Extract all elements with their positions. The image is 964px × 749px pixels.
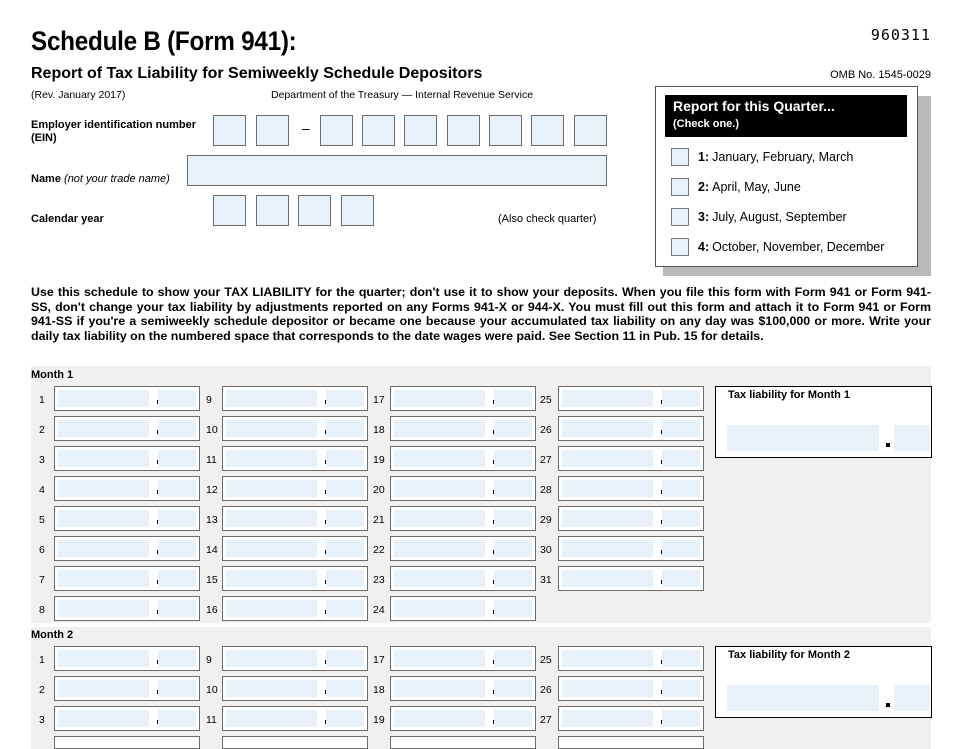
dollars-input[interactable] [226, 480, 317, 497]
month-2-total-cents-input[interactable] [894, 685, 930, 711]
cents-input[interactable] [326, 450, 364, 467]
ein-digit-7[interactable] [489, 115, 522, 146]
dollars-input[interactable] [226, 390, 317, 407]
day-liability-field[interactable] [222, 536, 368, 561]
month-1-total: Tax liability for Month 1 [715, 386, 932, 458]
ein-digit-9[interactable] [574, 115, 607, 146]
day-liability-field[interactable] [390, 446, 536, 471]
dollars-input[interactable] [562, 480, 653, 497]
day-number: 9 [206, 654, 212, 666]
month-1-total-dollars-input[interactable] [727, 425, 879, 451]
day-liability-field[interactable] [222, 506, 368, 531]
day-number: 8 [39, 604, 45, 616]
day-liability-field[interactable] [390, 476, 536, 501]
cents-input[interactable] [494, 390, 532, 407]
quarter-3-checkbox[interactable] [671, 208, 689, 226]
year-digit-4[interactable] [341, 195, 374, 226]
ein-digit-1[interactable] [213, 115, 246, 146]
dollars-input[interactable] [394, 710, 485, 727]
instructions-paragraph: Use this schedule to show your TAX LIABILITY for the quarter; don't use it to show your deposits. When you file this form with Form 941 or Form 941-SS, don't change your tax liability by adjustments reported on any Forms 941-X or 944-X. You must fill out this form and attach it to Form 941 or Form 941-SS if you're a semiweekly schedule depositor or became one because your accumulated tax liability on any day was $100,000 or more. Write your daily tax liability on the numbered space that corresponds to the date wages were paid. See Section 11 in Pub. 15 for details. [31, 285, 931, 343]
day-liability-field[interactable] [54, 446, 200, 471]
day-number: 11 [206, 454, 217, 466]
day-liability-field[interactable] [390, 706, 536, 731]
decimal-point [886, 443, 890, 447]
dollars-input[interactable] [394, 600, 485, 617]
day-liability-field[interactable] [390, 596, 536, 621]
cents-input[interactable] [662, 420, 700, 437]
dollars-input[interactable] [58, 650, 149, 667]
day-liability-field[interactable] [558, 736, 704, 749]
also-check-quarter-note: (Also check quarter) [498, 213, 597, 225]
day-liability-field[interactable] [390, 536, 536, 561]
day-liability-field[interactable] [390, 416, 536, 441]
day-liability-field[interactable] [222, 566, 368, 591]
day-number: 1 [39, 654, 45, 666]
day-liability-field[interactable] [222, 416, 368, 441]
ein-digit-6[interactable] [447, 115, 480, 146]
day-number: 16 [206, 604, 218, 616]
decimal-point [886, 703, 890, 707]
cents-input[interactable] [494, 540, 532, 557]
month-1-total-cents-input[interactable] [894, 425, 930, 451]
cents-input[interactable] [326, 650, 364, 667]
dollars-input[interactable] [394, 390, 485, 407]
quarter-option-4[interactable]: 4: October, November, December [671, 238, 884, 256]
name-input[interactable] [187, 155, 607, 186]
day-number: 18 [373, 424, 385, 436]
ein-digit-2[interactable] [256, 115, 289, 146]
dollars-input[interactable] [394, 450, 485, 467]
cents-input[interactable] [494, 510, 532, 527]
day-liability-field[interactable] [54, 596, 200, 621]
day-liability-field[interactable] [222, 706, 368, 731]
day-number: 12 [206, 484, 218, 496]
dollars-input[interactable] [226, 680, 317, 697]
day-liability-field[interactable] [222, 446, 368, 471]
dollars-input[interactable] [562, 390, 653, 407]
day-number: 20 [373, 484, 385, 496]
day-liability-field[interactable] [558, 386, 704, 411]
dollars-input[interactable] [562, 680, 653, 697]
dollars-input[interactable] [562, 650, 653, 667]
day-number: 19 [373, 454, 385, 466]
day-number: 30 [540, 544, 552, 556]
day-number: 29 [540, 514, 552, 526]
dollars-input[interactable] [58, 510, 149, 527]
quarter-1-checkbox[interactable] [671, 148, 689, 166]
day-liability-field[interactable] [390, 646, 536, 671]
dollars-input[interactable] [58, 600, 149, 617]
day-number: 19 [373, 714, 385, 726]
day-liability-field[interactable] [54, 706, 200, 731]
day-number: 14 [206, 544, 218, 556]
day-liability-field[interactable] [54, 536, 200, 561]
dollars-input[interactable] [226, 540, 317, 557]
ein-digit-5[interactable] [404, 115, 437, 146]
dollars-input[interactable] [394, 510, 485, 527]
cents-input[interactable] [158, 600, 196, 617]
cents-input[interactable] [662, 650, 700, 667]
day-liability-field[interactable] [390, 676, 536, 701]
day-liability-field[interactable] [222, 736, 368, 749]
dollars-input[interactable] [562, 540, 653, 557]
dollars-input[interactable] [394, 540, 485, 557]
day-number: 9 [206, 394, 212, 406]
ein-separator: – [302, 120, 310, 136]
day-number: 10 [206, 424, 218, 436]
day-number: 21 [373, 514, 385, 526]
day-number: 1 [39, 394, 45, 406]
cents-input[interactable] [158, 710, 196, 727]
ein-label: Employer identification number (EIN) [31, 119, 197, 144]
quarter-option-3[interactable]: 3: July, August, September [671, 208, 847, 226]
cents-input[interactable] [662, 480, 700, 497]
day-liability-field[interactable] [222, 596, 368, 621]
dollars-input[interactable] [58, 480, 149, 497]
day-number: 11 [206, 714, 217, 726]
day-number: 17 [373, 394, 385, 406]
dollars-input[interactable] [226, 650, 317, 667]
quarter-2-checkbox[interactable] [671, 178, 689, 196]
day-number: 15 [206, 574, 218, 586]
day-number: 25 [540, 394, 552, 406]
dollars-input[interactable] [58, 390, 149, 407]
dollars-input[interactable] [58, 540, 149, 557]
cents-input[interactable] [158, 450, 196, 467]
day-number: 23 [373, 574, 385, 586]
day-liability-field[interactable] [558, 506, 704, 531]
dollars-input[interactable] [394, 420, 485, 437]
day-liability-field[interactable] [558, 446, 704, 471]
day-liability-field[interactable] [558, 536, 704, 561]
cents-input[interactable] [158, 650, 196, 667]
ein-digit-3[interactable] [320, 115, 353, 146]
day-liability-field[interactable] [222, 476, 368, 501]
day-liability-field[interactable] [558, 646, 704, 671]
day-number: 2 [39, 424, 45, 436]
cents-input[interactable] [494, 450, 532, 467]
day-number: 18 [373, 684, 385, 696]
form-title: Schedule B (Form 941): [31, 26, 297, 56]
dollars-input[interactable] [58, 420, 149, 437]
cents-input[interactable] [662, 710, 700, 727]
cents-input[interactable] [662, 510, 700, 527]
dollars-input[interactable] [58, 680, 149, 697]
cents-input[interactable] [494, 480, 532, 497]
day-liability-field[interactable] [222, 386, 368, 411]
day-liability-field[interactable] [222, 676, 368, 701]
dollars-input[interactable] [226, 420, 317, 437]
day-number: 25 [540, 654, 552, 666]
day-liability-field[interactable] [54, 646, 200, 671]
day-number: 5 [39, 514, 45, 526]
cents-input[interactable] [494, 600, 532, 617]
revision-date: (Rev. January 2017) [31, 89, 126, 101]
month-2-total-dollars-input[interactable] [727, 685, 879, 711]
dollars-input[interactable] [58, 570, 149, 587]
dollars-input[interactable] [226, 450, 317, 467]
cents-input[interactable] [494, 680, 532, 697]
day-number: 27 [540, 714, 552, 726]
day-liability-field[interactable] [390, 736, 536, 749]
day-liability-field[interactable] [54, 676, 200, 701]
day-number: 3 [39, 454, 45, 466]
dollars-input[interactable] [226, 510, 317, 527]
day-liability-field[interactable] [54, 506, 200, 531]
cents-input[interactable] [662, 450, 700, 467]
cents-input[interactable] [326, 570, 364, 587]
day-liability-field[interactable] [54, 386, 200, 411]
day-liability-field[interactable] [54, 736, 200, 749]
day-number: 2 [39, 684, 45, 696]
dollars-input[interactable] [58, 710, 149, 727]
calendar-year-label: Calendar year [31, 213, 104, 225]
day-liability-field[interactable] [390, 506, 536, 531]
ein-digit-8[interactable] [531, 115, 564, 146]
ein-digit-4[interactable] [362, 115, 395, 146]
cents-input[interactable] [158, 480, 196, 497]
day-liability-field[interactable] [54, 566, 200, 591]
day-liability-field[interactable] [390, 566, 536, 591]
cents-input[interactable] [326, 480, 364, 497]
day-liability-field[interactable] [558, 476, 704, 501]
cents-input[interactable] [494, 650, 532, 667]
year-digit-1[interactable] [213, 195, 246, 226]
day-liability-field[interactable] [54, 416, 200, 441]
month-2-total: Tax liability for Month 2 [715, 646, 932, 718]
day-number: 22 [373, 544, 385, 556]
cents-input[interactable] [662, 680, 700, 697]
day-number: 27 [540, 454, 552, 466]
cents-input[interactable] [158, 420, 196, 437]
cents-input[interactable] [158, 510, 196, 527]
cents-input[interactable] [662, 570, 700, 587]
year-digit-3[interactable] [298, 195, 331, 226]
cents-input[interactable] [158, 540, 196, 557]
dollars-input[interactable] [394, 480, 485, 497]
year-digit-2[interactable] [256, 195, 289, 226]
cents-input[interactable] [326, 390, 364, 407]
day-liability-field[interactable] [558, 676, 704, 701]
dollars-input[interactable] [562, 510, 653, 527]
day-number: 10 [206, 684, 218, 696]
day-liability-field[interactable] [558, 416, 704, 441]
cents-input[interactable] [158, 570, 196, 587]
cents-input[interactable] [662, 540, 700, 557]
day-number: 24 [373, 604, 385, 616]
day-number: 6 [39, 544, 45, 556]
day-liability-field[interactable] [222, 646, 368, 671]
cents-input[interactable] [326, 420, 364, 437]
day-number: 13 [206, 514, 218, 526]
day-number: 26 [540, 424, 552, 436]
day-number: 26 [540, 684, 552, 696]
cents-input[interactable] [326, 510, 364, 527]
omb-number: OMB No. 1545-0029 [830, 69, 931, 81]
cents-input[interactable] [494, 710, 532, 727]
cents-input[interactable] [326, 710, 364, 727]
day-number: 28 [540, 484, 552, 496]
cents-input[interactable] [326, 600, 364, 617]
dollars-input[interactable] [394, 680, 485, 697]
day-number: 7 [39, 574, 45, 586]
quarter-header: Report for this Quarter... (Check one.) [665, 95, 907, 137]
form-subtitle: Report of Tax Liability for Semiweekly Schedule Depositors [31, 65, 483, 82]
dollars-input[interactable] [562, 450, 653, 467]
cents-input[interactable] [326, 680, 364, 697]
day-number: 3 [39, 714, 45, 726]
day-liability-field[interactable] [54, 476, 200, 501]
dollars-input[interactable] [58, 450, 149, 467]
cents-input[interactable] [662, 390, 700, 407]
day-liability-field[interactable] [558, 706, 704, 731]
department-line: Department of the Treasury — Internal Revenue Service [271, 89, 534, 101]
quarter-4-checkbox[interactable] [671, 238, 689, 256]
quarter-option-2[interactable]: 2: April, May, June [671, 178, 801, 196]
dollars-input[interactable] [226, 570, 317, 587]
quarter-option-1[interactable]: 1: January, February, March [671, 148, 853, 166]
day-number: 17 [373, 654, 385, 666]
cents-input[interactable] [158, 390, 196, 407]
form-number: 960311 [870, 26, 931, 44]
dollars-input[interactable] [394, 570, 485, 587]
cents-input[interactable] [158, 680, 196, 697]
month-1-label: Month 1 [31, 369, 74, 381]
dollars-input[interactable] [562, 570, 653, 587]
dollars-input[interactable] [226, 600, 317, 617]
day-liability-field[interactable] [390, 386, 536, 411]
day-number: 31 [540, 574, 552, 586]
cents-input[interactable] [494, 570, 532, 587]
month-2-label: Month 2 [31, 629, 74, 641]
dollars-input[interactable] [562, 710, 653, 727]
cents-input[interactable] [494, 420, 532, 437]
day-liability-field[interactable] [558, 566, 704, 591]
name-label: Name (not your trade name) [31, 173, 170, 185]
dollars-input[interactable] [226, 710, 317, 727]
dollars-input[interactable] [562, 420, 653, 437]
dollars-input[interactable] [394, 650, 485, 667]
cents-input[interactable] [326, 540, 364, 557]
day-number: 4 [39, 484, 45, 496]
